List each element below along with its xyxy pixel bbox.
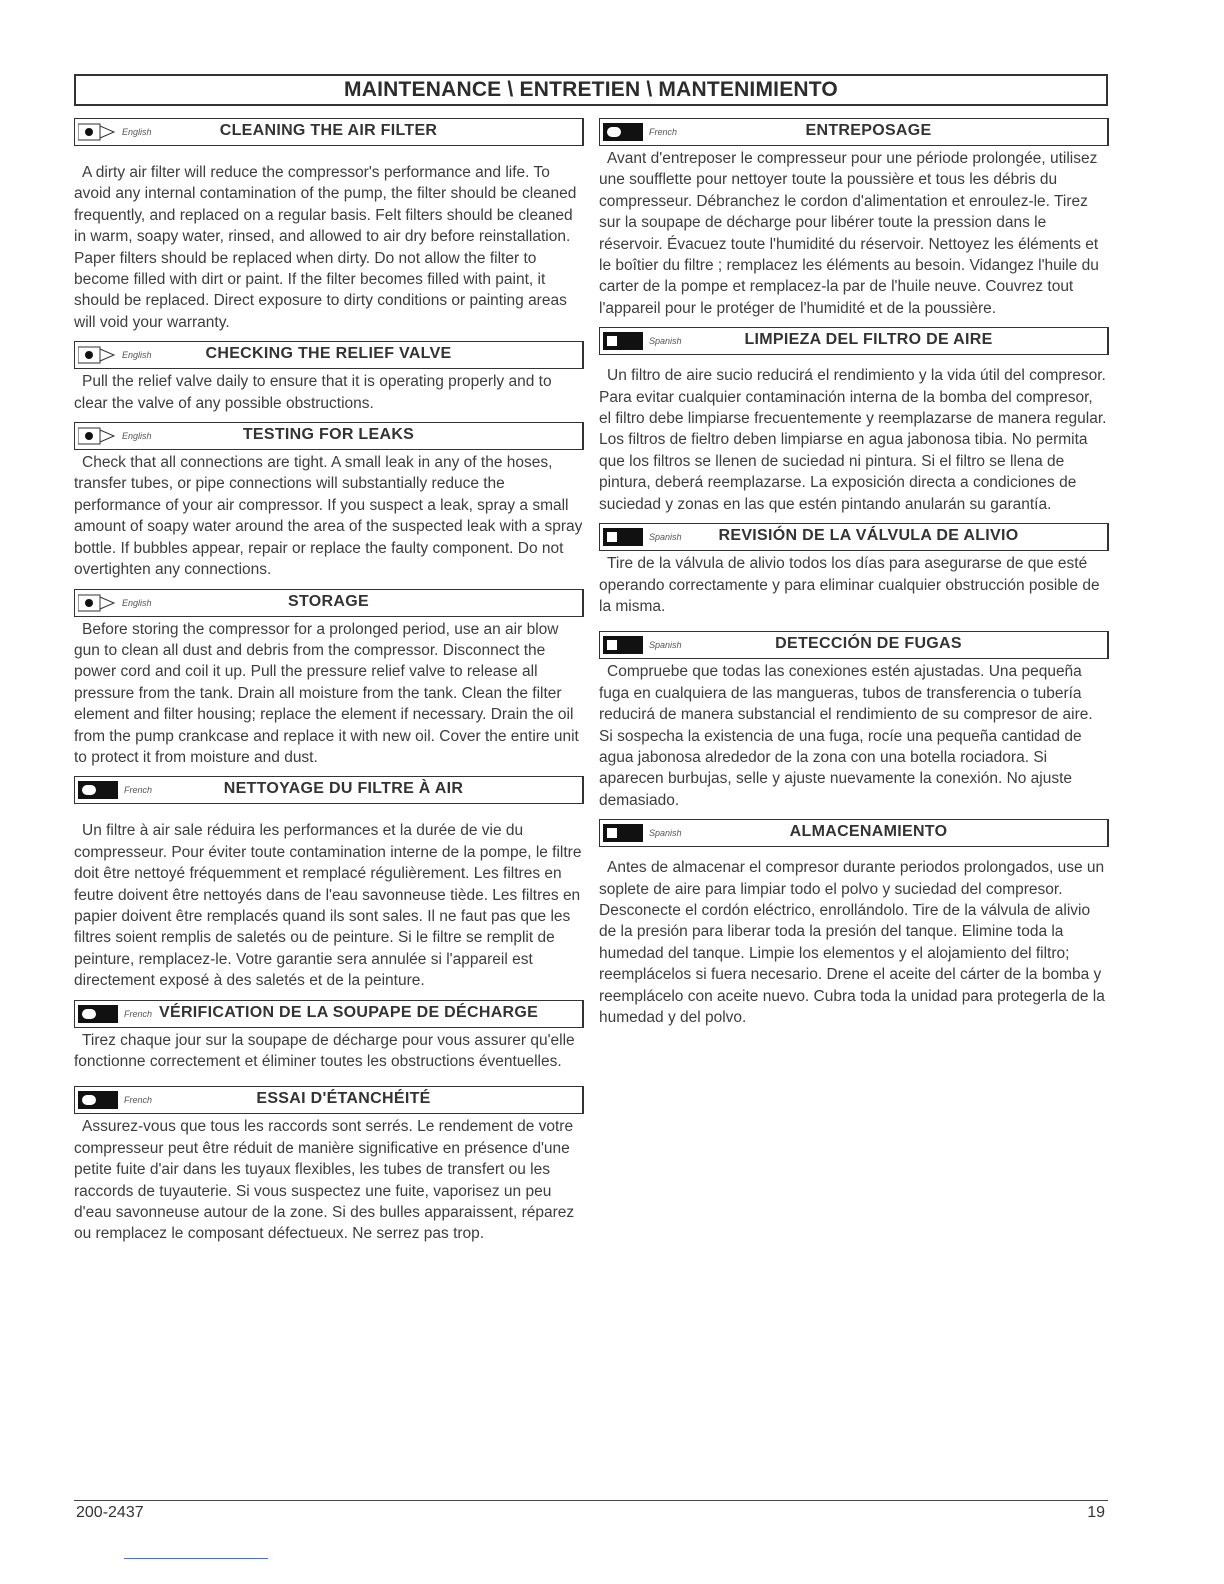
spanish-flag-icon: Spanish <box>603 527 682 547</box>
page-number: 19 <box>1087 1504 1105 1521</box>
spanish-flag-icon: Spanish <box>603 823 682 843</box>
section-title: CLEANING THE AIR FILTER <box>219 122 438 139</box>
section-heading <box>74 422 584 450</box>
section-title: CHECKING THE RELIEF VALVE <box>205 345 452 363</box>
section-heading <box>74 1086 584 1114</box>
section-title: ESSAI D'ÉTANCHÉITÉ <box>256 1090 431 1108</box>
document-number: 200-2437 <box>76 1504 144 1521</box>
section-title: NETTOYAGE DU FILTRE À AIR <box>223 780 464 798</box>
section-heading <box>599 327 1109 355</box>
left-column <box>74 118 584 1245</box>
section-heading <box>74 1000 584 1028</box>
page-title-box <box>74 74 1108 106</box>
section-title: ENTREPOSAGE <box>805 122 932 139</box>
page-title: MAINTENANCE \ ENTRETIEN \ MANTENIMIENTO <box>344 78 838 101</box>
section-body: Avant d'entreposer le compresseur pour une période prolongée, utilisez une soufflette pour nettoyer toute la poussière et tous les débris du compresseur. Débranchez le cordon d'alimentation et enroulez-le. Tirez sur la soupape de décharge pour libérer toute la pression dans le réservoir. Évacuez toute l'humidité du réservoir. Nettoyez les éléments et le boîtier du filtre ; remplacez les éléments au besoin. Vidangez l'huile du carter de la pompe et remplacez-la par de l'huile neuve. Couvrez tout l'appareil pour le protéger de l'humidité et de la poussière. <box>599 150 1099 317</box>
english-flag-icon: English <box>78 426 152 446</box>
section-title: TESTING FOR LEAKS <box>242 426 415 444</box>
section-heading <box>74 776 584 804</box>
section-heading <box>599 118 1109 146</box>
section-body: Check that all connections are tight. A small leak in any of the hoses, transfer tubes, or pipe connections will substantially reduce the performance of your air compressor. If you suspect a leak, spray a small amount of soapy water around the area of the suspected leak with a spray bottle. If bubbles appear, repair or replace the faulty component. Do not overtighten any connections. <box>74 454 583 579</box>
section-title: ALMACENAMIENTO <box>789 823 948 841</box>
right-column <box>599 118 1109 1028</box>
section-body: Compruebe que todas las conexiones estén ajustadas. Una pequeña fuga en cualquiera de las mangueras, tubos de transferencia o tubería reducirá de manera substancial el rendimiento de su compresor de aire. Si sospecha la existencia de una fuga, rocíe una pequeña cantidad de agua jabonosa alrededor de la zona con una botella rociadora. Si aparecen burbujas, selle y ajuste nuevamente la conexión. No ajuste demasiado. <box>599 663 1093 809</box>
english-flag-icon: English <box>78 593 152 613</box>
section-body: Pull the relief valve daily to ensure that it is operating properly and to clear the valve of any possible obstructions. <box>74 373 552 412</box>
section-body: Antes de almacenar el compresor durante periodos prolongados, use un soplete de aire para limpiar todo el polvo y suciedad del compresor. Desconecte el cordón eléctrico, enrollándolo. Tire de la válvula de alivio de la presión para liberar toda la presión del tanque. Elimine toda la humedad del tanque. Limpie los elementos y el alojamiento del filtro; reemplácelos si fuera necesario. Drene el aceite del cárter de la bomba y reemplácelo con aceite nuevo. Cubra toda la unidad para protegerla de la humedad y del polvo. <box>599 859 1105 1026</box>
section-body: Before storing the compressor for a prolonged period, use an air blow gun to clean all dust and debris from the compressor. Disconnect the power cord and coil it up. Pull the pressure relief valve to release all pressure from the tank. Drain all moisture from the tank. Clean the filter element and filter housing; replace the element if necessary. Drain the oil from the pump crankcase and replace it with new oil. Cover the entire unit to protect it from moisture and dust. <box>74 620 579 766</box>
section-body: Tirez chaque jour sur la soupape de décharge pour vous assurer qu'elle fonctionne correctement et éliminer toutes les obstructions éventuelles. <box>74 1031 575 1070</box>
section-body: A dirty air filter will reduce the compressor's performance and life. To avoid any internal contamination of the pump, the filter should be cleaned frequently, and replaced on a regular basis. Felt filters should be cleaned in warm, soapy water, rinsed, and allowed to air dry before reinstallation. Paper filters should be replaced when dirty. Do not allow the filter to become filled with dirt or paint. If the filter becomes filled with paint, it should be replaced. Direct exposure to dirty conditions or painting areas will void your warranty. <box>74 164 577 331</box>
section-title: STORAGE <box>288 592 369 610</box>
section-title: REVISIÓN DE LA VÁLVULA DE ALIVIO <box>718 527 1019 545</box>
section-heading <box>74 118 584 146</box>
french-flag-icon: French <box>78 1004 152 1024</box>
section-title: LIMPIEZA DEL FILTRO DE AIRE <box>744 331 993 349</box>
section-body: Un filtre à air sale réduira les performances et la durée de vie du compresseur. Pour éviter toute contamination interne de la pompe, le filtre doit être nettoyé fréquemment et remplacé régulièrement. Les filtres en feutre doivent être nettoyés dans de l'eau savonneuse tiède. Les filtres en papier doivent être remplacés quand ils sont sales. Il ne faut pas que les filtres soient remplis de saletés ou de peinture. Si le filtre se remplit de peinture, remplacez-le. Votre garantie sera annulée si l'appareil est directement exposé à des saletés et de la peinture. <box>74 822 582 990</box>
english-flag-icon: English <box>78 345 152 365</box>
section-heading <box>599 631 1109 659</box>
english-flag-icon: English <box>78 122 152 142</box>
spanish-flag-icon: Spanish <box>603 635 682 655</box>
section-heading <box>74 341 584 369</box>
decorative-rule <box>124 1558 268 1559</box>
section-heading <box>599 819 1109 847</box>
french-flag-icon: French <box>78 780 152 800</box>
french-flag-icon: French <box>78 1090 152 1110</box>
section-body: Un filtro de aire sucio reducirá el rendimiento y la vida útil del compresor. Para evitar cualquier contaminación interna de la bomba del compresor, el filtro debe limpiarse frecuentemente y reemplazarse de manera regular. Los filtros de fieltro deben limpiarse en agua jabonosa tibia. No permita que los filtros se llenen de suciedad ni pintura. Si el filtro se llena de pintura, deberá reemplazarse. La exposición directa a condiciones de suciedad y zonas en las que estén pintando anularán su garantía. <box>599 367 1107 513</box>
section-heading <box>599 523 1109 551</box>
section-title: VÉRIFICATION DE LA SOUPAPE DE DÉCHARGE <box>159 1003 539 1021</box>
section-body: Tire de la válvula de alivio todos los días para asegurarse de que esté operando correctamente y para eliminar cualquier obstrucción posible de la misma. <box>599 555 1100 615</box>
section-title: DETECCIÓN DE FUGAS <box>775 635 962 653</box>
section-body: Assurez-vous que tous les raccords sont serrés. Le rendement de votre compresseur peut être réduit de manière significative en présence d'une petite fuite d'air dans les tuyaux flexibles, les tubes de transfert ou les raccords de tuyauterie. Si vous suspectez une fuite, vaporisez un peu d'eau savonneuse autour de la zone. Si des bulles apparaissent, réparez ou remplacez le composant défectueux. Ne serrez pas trop. <box>74 1118 575 1243</box>
footer-divider <box>74 1500 1108 1501</box>
spanish-flag-icon: Spanish <box>603 331 682 351</box>
section-heading <box>74 589 584 617</box>
french-flag-icon: French <box>603 122 677 142</box>
